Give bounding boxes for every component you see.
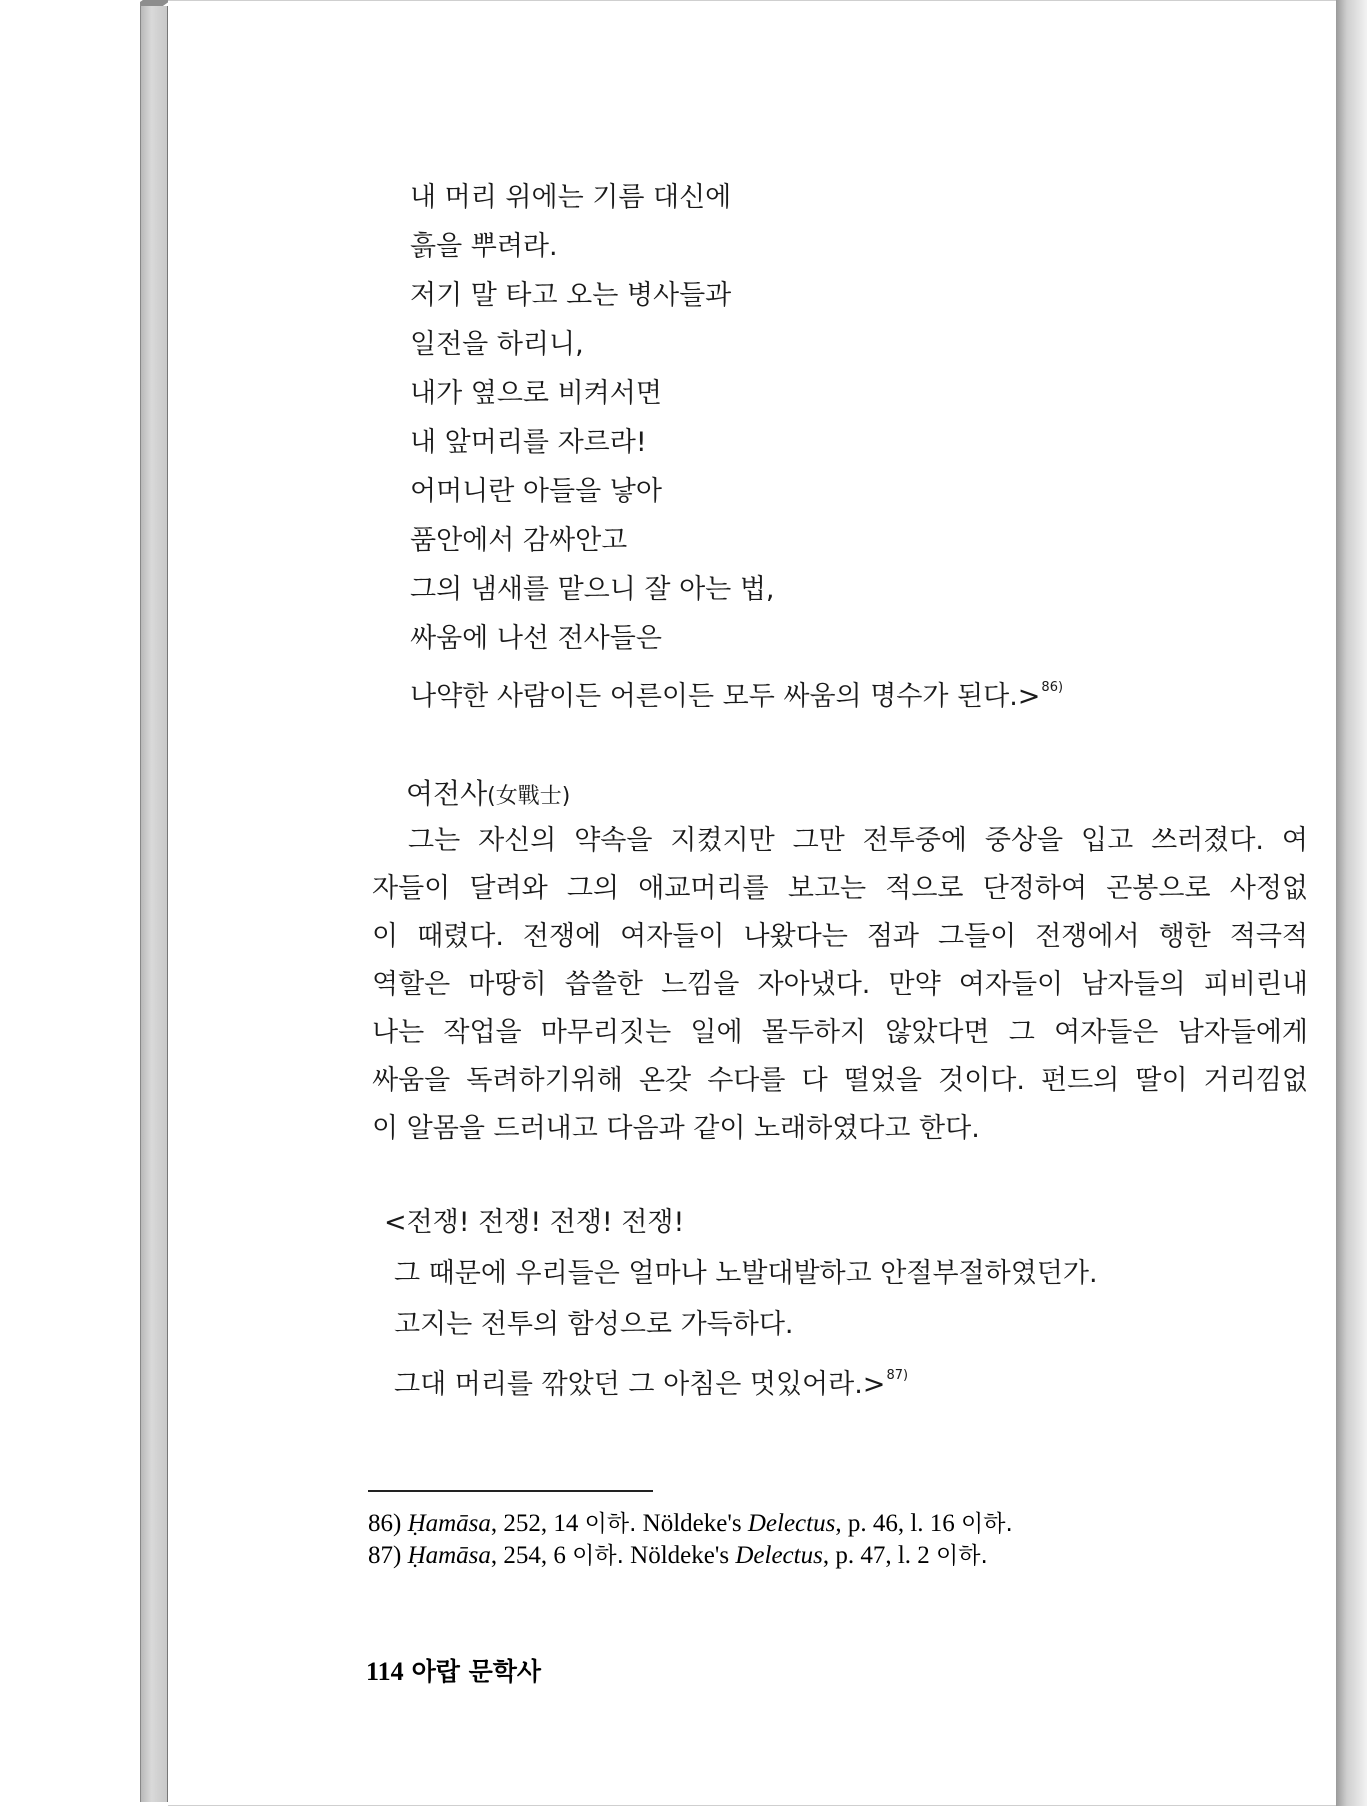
prose-line: 나는 작업을 마무리짓는 일에 몰두하지 않았다면 그 여자들은 남자들에게 (372, 1017, 1308, 1048)
page-number: 114 (366, 1657, 404, 1686)
prose-line: 자들이 달려와 그의 애교머리를 보고는 적으로 단정하여 곤봉으로 사정없 (372, 873, 1308, 904)
prose-line: 싸움을 독려하기위해 온갖 수다를 다 떨었을 것이다. 펀드의 딸이 거리낌없 (372, 1065, 1308, 1096)
footnote-ref-86[interactable]: 86) (1041, 680, 1064, 695)
poem-line: 싸움에 나선 전사들은 (410, 623, 662, 654)
footnote-number: 86) (368, 1510, 402, 1537)
footnote-author: Nöldeke's (630, 1542, 730, 1569)
poem-line-text: 그대 머리를 깎았던 그 아침은 멋있어라.> (394, 1369, 886, 1400)
footnote-source: Ḥamāsa (407, 1510, 491, 1537)
section-heading-hanja: (女戰士) (487, 784, 571, 809)
poem-line: 그 때문에 우리들은 얼마나 노발대발하고 안절부절하였던가. (394, 1258, 1098, 1289)
footnote-87 (368, 1541, 988, 1571)
poem-line: <전쟁! 전쟁! 전쟁! 전쟁! (384, 1207, 685, 1238)
footnote-number: 87) (368, 1542, 402, 1569)
footnote-location: , 254, 6 (490, 1542, 566, 1569)
poem-line: 그의 냄새를 맡으니 잘 아는 법, (410, 574, 775, 605)
footnote-location: , 252, 14 (490, 1510, 579, 1537)
poem-line: 고지는 전투의 함성으로 가득하다. (394, 1309, 794, 1340)
footnote-author: Nöldeke's (642, 1510, 742, 1537)
footnote-86 (368, 1509, 1013, 1539)
footnote-ihha: 이하. (584, 1511, 637, 1537)
footnote-work: Delectus (735, 1542, 823, 1569)
prose-line: 그는 자신의 약속을 지켰지만 그만 전투중에 중상을 입고 쓰러졌다. 여 (408, 825, 1308, 856)
poem-line-text: 나약한 사람이든 어른이든 모두 싸움의 명수가 된다.> (410, 681, 1041, 712)
prose-line: 이 때렸다. 전쟁에 여자들이 나왔다는 점과 그들이 전쟁에서 행한 적극적 (372, 921, 1308, 952)
book-spine (140, 6, 168, 1802)
poem-line-last (410, 671, 1063, 714)
running-title: 아랍 문학사 (411, 1657, 542, 1686)
poem-line: 어머니란 아들을 낳아 (410, 476, 662, 507)
poem-line: 품안에서 감싸안고 (410, 525, 628, 556)
prose-line: 역할은 마땅히 씁쓸한 느낌을 자아냈다. 만약 여자들이 남자들의 피비린내 (372, 969, 1308, 1000)
footnote-pages: , p. 46, l. 16 (835, 1510, 955, 1537)
poem-line: 내 앞머리를 자르라! (410, 427, 647, 458)
footnote-work: Delectus (747, 1510, 836, 1537)
page-folio (366, 1652, 541, 1688)
section-heading (406, 777, 570, 814)
poem-line: 일전을 하리니, (410, 329, 584, 360)
footnote-ihha: 이하. (961, 1511, 1013, 1537)
footnote-divider (368, 1490, 653, 1492)
footnote-ihha: 이하. (936, 1543, 988, 1569)
poem-line-last (394, 1359, 908, 1402)
footnote-ihha: 이하. (572, 1543, 624, 1569)
footnote-source: Ḥamāsa (407, 1542, 491, 1569)
footnote-ref-87[interactable]: 87) (886, 1368, 909, 1383)
prose-line: 이 알몸을 드러내고 다음과 같이 노래하였다고 한다. (372, 1113, 980, 1144)
page-edge-shadow (1336, 0, 1367, 1806)
poem-line: 내 머리 위에는 기름 대신에 (410, 182, 732, 213)
poem-line: 저기 말 타고 오는 병사들과 (410, 280, 732, 311)
poem-line: 내가 옆으로 비켜서면 (410, 378, 662, 409)
section-heading-title: 여전사 (406, 777, 488, 810)
footnote-pages: , p. 47, l. 2 (822, 1542, 930, 1569)
poem-line: 흙을 뿌려라. (410, 231, 558, 262)
